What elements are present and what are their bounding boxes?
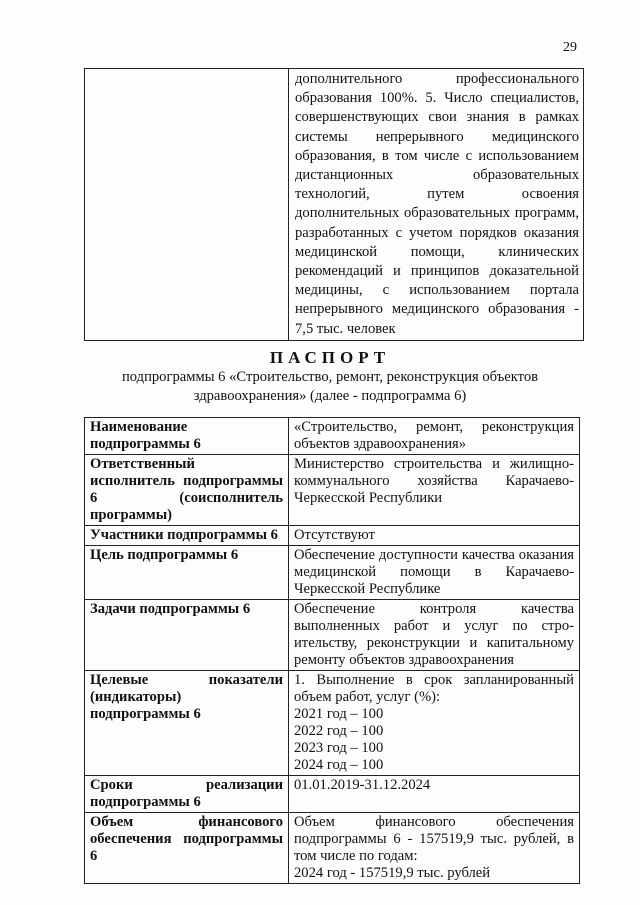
table-row	[85, 69, 584, 341]
row-value-cell	[289, 671, 580, 776]
row-label: Целевые показатели (индикаторы) подпрограммы 6	[85, 671, 289, 776]
row-label: Сроки реализации подпрограммы 6	[85, 776, 289, 813]
row-value: Обеспечение доступности качества оказания медицинской помощи в Карачаево-Черкесской Республике	[289, 546, 580, 600]
table-row	[85, 455, 580, 526]
table-row	[85, 418, 580, 455]
table-row	[85, 813, 580, 884]
row-label: Ответственный исполнитель подпрограммы 6 (соисполнитель программы)	[85, 455, 289, 526]
empty-cell	[85, 69, 289, 341]
table-row	[85, 526, 580, 546]
indicator-year-2022: 2022 год – 100	[294, 723, 384, 739]
row-value: Отсутствуют	[289, 526, 580, 546]
row-value: Обеспечение контроля качества выполненных работ и услуг по стро-ительству, реконструкции и капитальному ремонту объектов здравоохранения	[289, 600, 580, 671]
row-value: «Строительство, ремонт, реконструкция объектов здравоохранения»	[289, 418, 580, 455]
table-row	[85, 776, 580, 813]
row-value: 01.01.2019-31.12.2024	[289, 776, 580, 813]
indicator-year-2023: 2023 год – 100	[294, 740, 384, 756]
passport-subtitle: подпрограммы 6 «Строительство, ремонт, реконструкция объектов здравоохранения» (далее - подпрограмма 6)	[121, 369, 539, 404]
table-row	[85, 671, 580, 776]
row-label: Участники подпрограммы 6	[85, 526, 289, 546]
continuation-table	[84, 68, 584, 341]
row-label: Задачи подпрограммы 6	[85, 600, 289, 671]
passport-title: ПАСПОРТ	[269, 348, 391, 367]
row-label: Цель подпрограммы 6	[85, 546, 289, 600]
row-label: Объем финансового обеспечения подпрограммы 6	[85, 813, 289, 884]
row-value-cell	[289, 813, 580, 884]
table-row	[85, 546, 580, 600]
continuation-text: дополнительного профессионального образования 100%. 5. Число специалистов, совершенствующих свои знания в рамках системы непрерывного медицинского образования, в том числе с использованием дистанционных образовательных технологий, путем освоения дополнительных образовательных программ, разработанных с учетом порядков оказания медицинской помощи, клинических рекомендаций и принципов доказательной медицины, с использованием портала непрерывного медицинского образования - 7,5 тыс. человек	[289, 69, 584, 341]
row-value: 1. Выполнение в срок запланированный объем работ, услуг (%):	[294, 672, 574, 705]
row-value: Министерство строительства и жилищно-коммунального хозяйства Карачаево-Черкесской Республики	[289, 455, 580, 526]
indicator-year-2024: 2024 год – 100	[294, 757, 384, 773]
page-number: 29	[563, 40, 577, 55]
row-label: Наименование подпрограммы 6	[85, 418, 289, 455]
indicator-year-2021: 2021 год – 100	[294, 706, 384, 722]
passport-table	[84, 417, 580, 884]
funding-year-2024: 2024 год - 157519,9 тыс. рублей	[294, 865, 491, 881]
table-row	[85, 600, 580, 671]
row-value: Объем финансового обеспечения подпрограммы 6 - 157519,9 тыс. рублей, в том числе по годам:	[294, 814, 574, 864]
passport-header	[80, 348, 580, 406]
